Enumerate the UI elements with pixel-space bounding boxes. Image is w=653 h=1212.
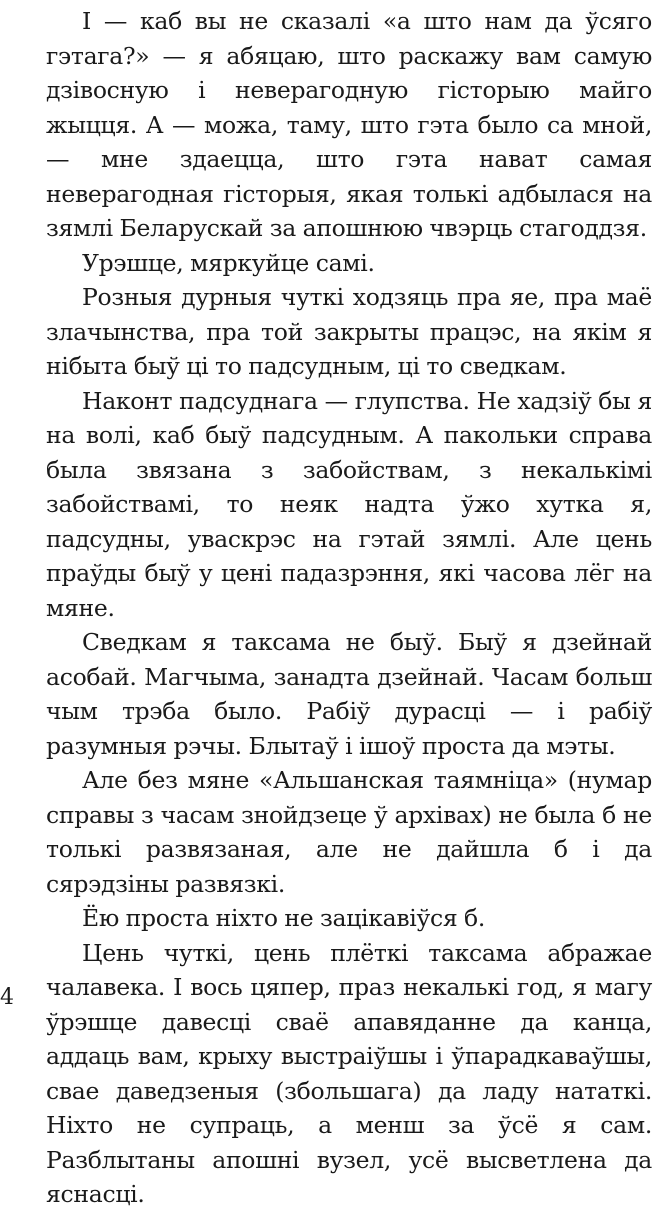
paragraph-2: Урэшце, мяркуйце самі. — [82, 248, 375, 277]
body-text — [46, 4, 652, 1212]
paragraph-6: Але без мяне «Альшанская таямніца» (нумар справы з часам знойдзеце ў архівах) не была б не толькі развязаная, але не дайшла б і да сярэдзіны развязкі. — [46, 766, 652, 898]
paragraph-4: Наконт падсуднага — глупства. Не хадзіў бы я на волі, каб быў падсудным. А пакольки справа была звязана з забойствам, з некалькімі забойствамі, то неяк надта ўжо хутка я, падсудны, уваскрэс на гэтай зямлі. Але цень праўды быў у цені падазрэння, які часова лёг на мяне. — [46, 386, 652, 622]
paragraph-1: І — каб вы не сказалі «а што нам да ўсяго гэтага?» — я абяцаю, што раскажу вам самую дзівосную і неверагодную гісторыю майго жыцця. А — можа, таму, што гэта было са мной, — мне здаецца, што гэта нават самая неверагодная гісторыя, якая толькі адбылася на зямлі Беларускай за апошнюю чвэрць стагоддзя. — [46, 7, 652, 242]
paragraph-8: Цень чуткі, цень плёткі таксама абражае чалавека. І вось цяпер, праз некалькі год, я магу ўрэшце давесці сваё апавяданне да канца, аддаць вам, крыху выстраіўшы і ўпарадкаваўшы, свае даведзеныя (збольшага) да ладу нататкі. Ніхто не супраць, а менш за ўсё я сам. Разблытаны апошні вузел, усё высветлена да яснасці. — [46, 938, 652, 1208]
page-number: 4 — [0, 985, 14, 1010]
paragraph-7: Ёю проста ніхто не зацікавіўся б. — [82, 904, 486, 932]
paragraph-5: Сведкам я таксама не быў. Быў я дзейнай асобай. Магчыма, занадта дзейнай. Часам больш чым трэба было. Рабіў дурасці — і рабіў разумныя рэчы. Блытаў і ішоў проста да мэты. — [46, 628, 652, 760]
paragraph-3: Розныя дурныя чуткі ходзяць пра яе, пра маё злачынства, пра той закрыты працэс, на якім я нібыта быў ці то падсудным, ці то сведкам. — [46, 283, 652, 380]
